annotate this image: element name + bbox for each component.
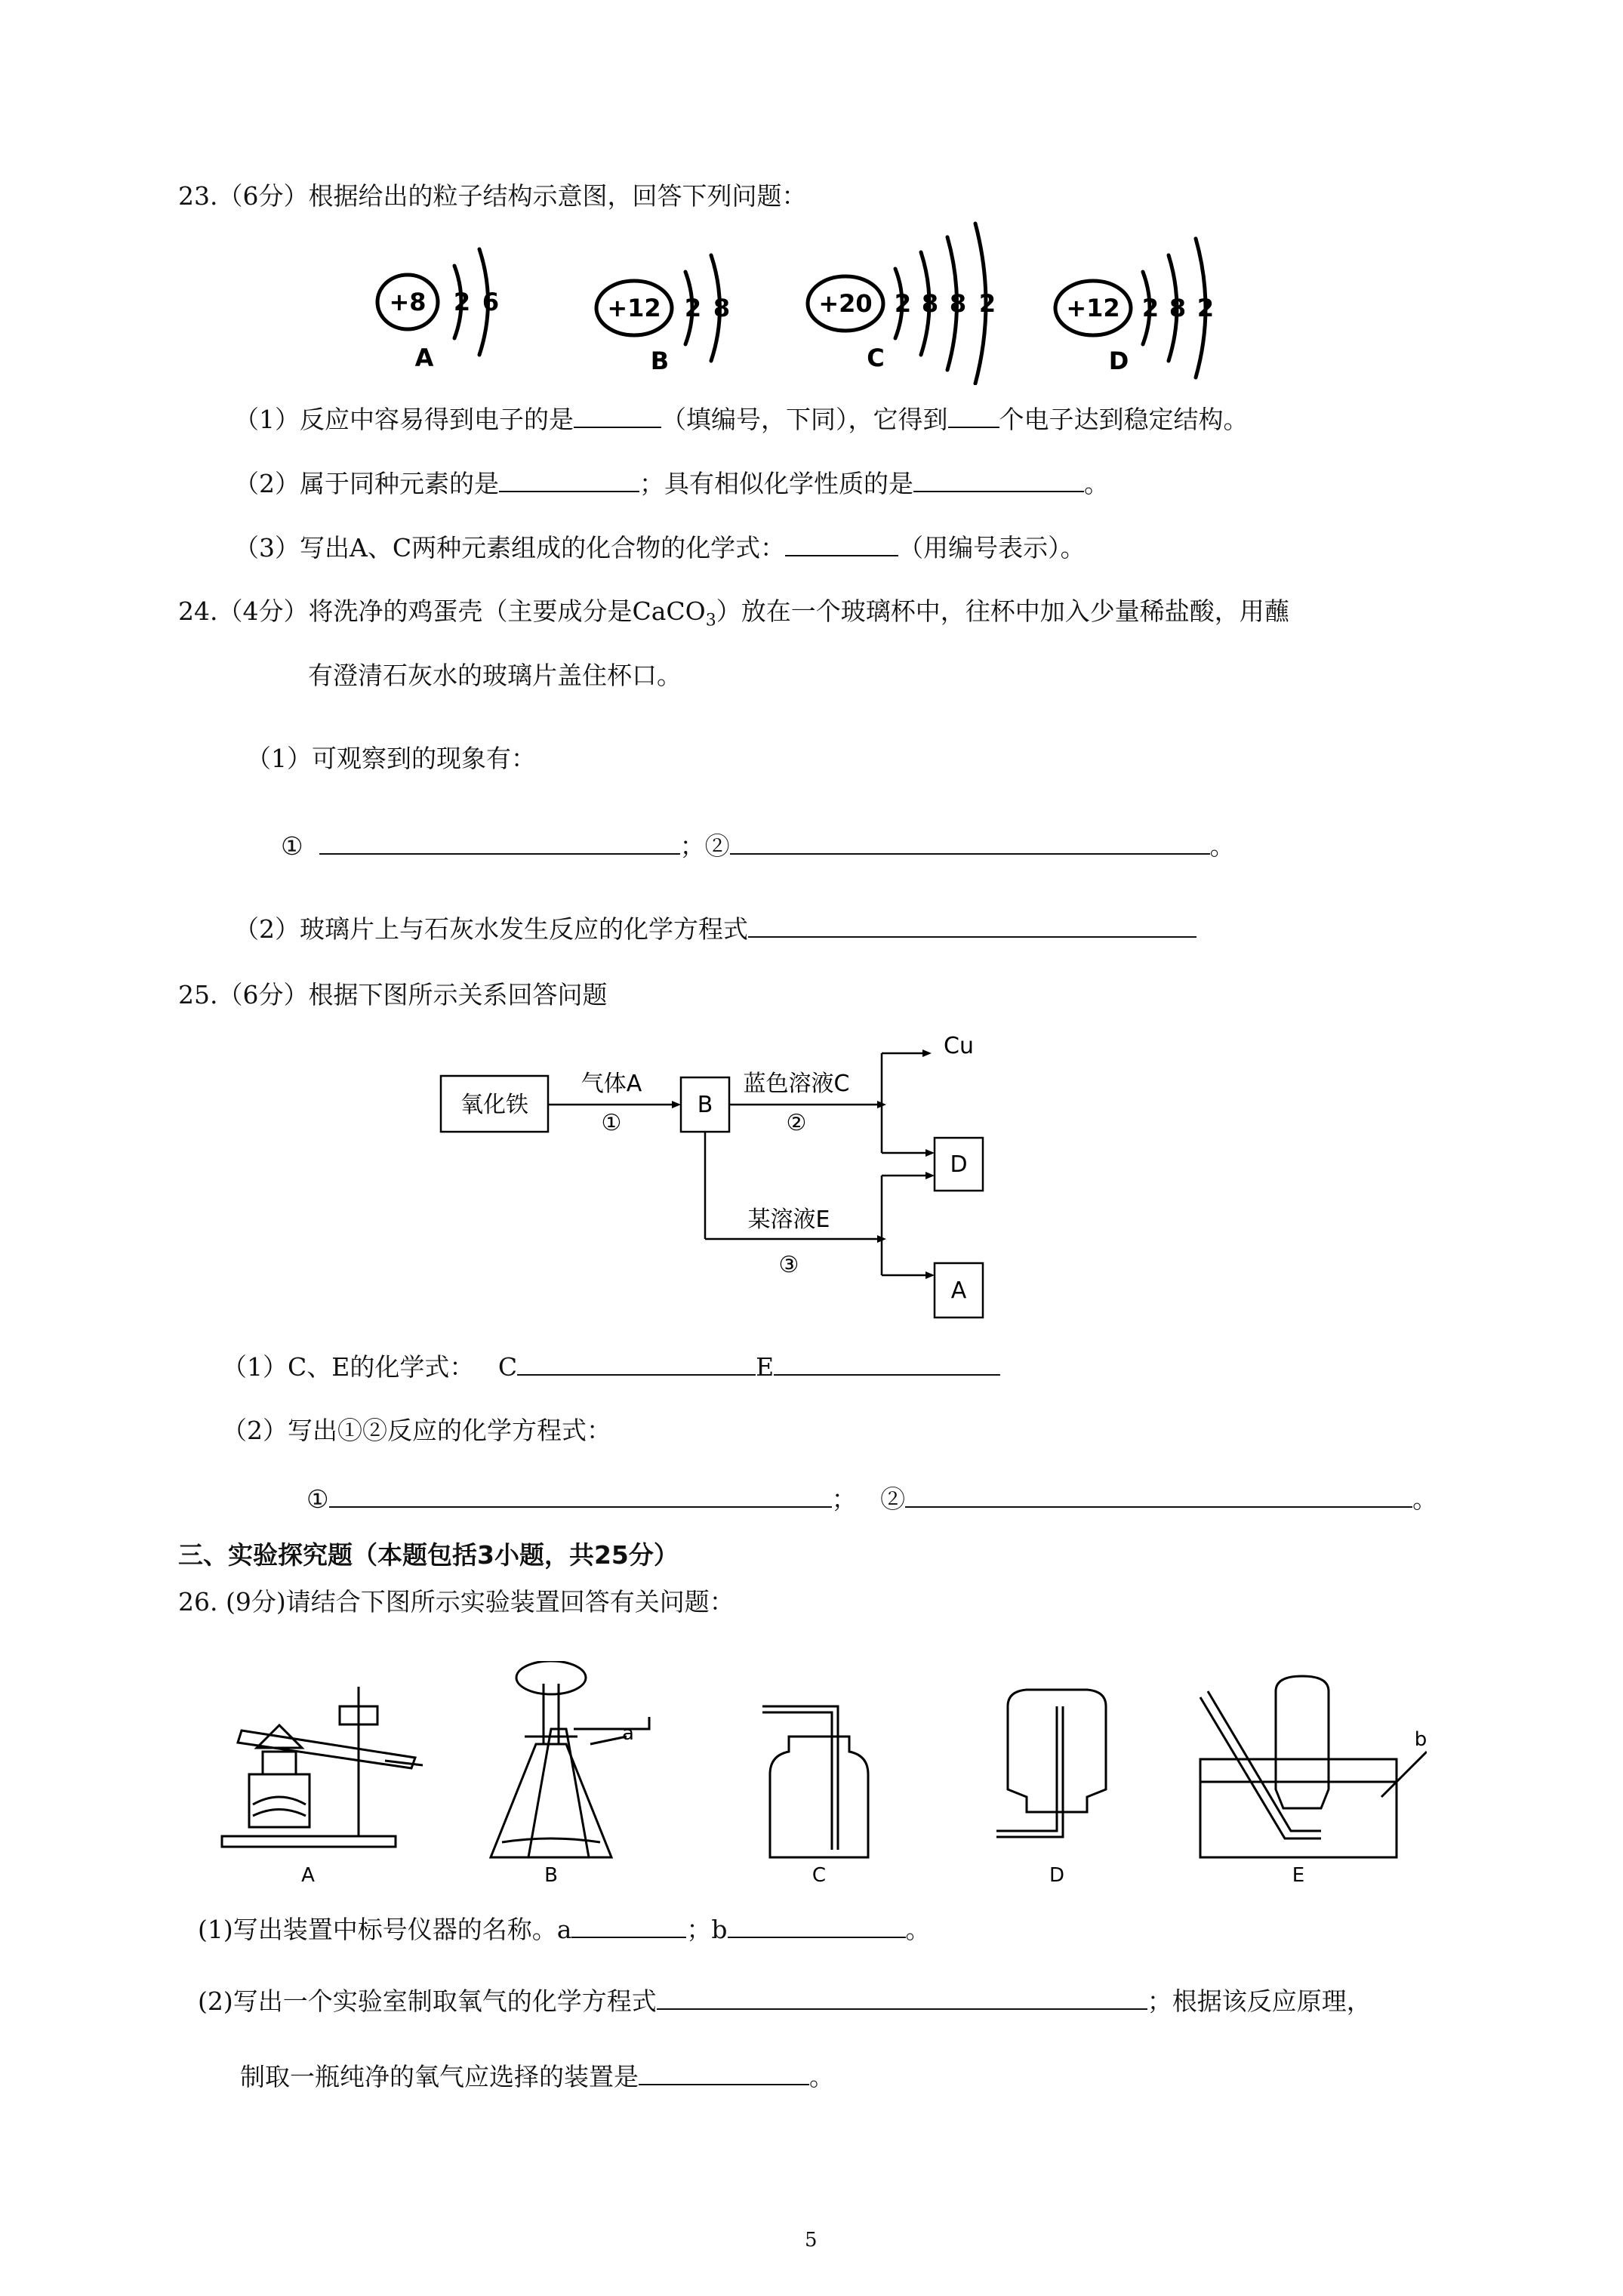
q24-part1: （1）可观察到的现象有： [246, 744, 536, 773]
apparatus-label-c: C [812, 1864, 827, 1887]
d-label: D [950, 1151, 968, 1178]
cu-label: Cu [944, 1033, 974, 1059]
atom-b-shell-2: 8 [713, 294, 731, 322]
marker-b-label: b [1414, 1728, 1427, 1751]
q24-heading-cont: 有澄清石灰水的玻璃片盖住杯口。 [308, 661, 682, 690]
q23-heading: 23.（6分）根据给出的粒子结构示意图，回答下列问题： [178, 181, 807, 211]
step-2-label: ② [786, 1110, 807, 1136]
q25-heading: 25.（6分）根据下图所示关系回答问题 [178, 980, 608, 1009]
atom-d-shell-3: 2 [1196, 294, 1215, 322]
blue-solution-c-label: 蓝色溶液C [743, 1071, 850, 1097]
q24-part2: （2）玻璃片上与石灰水发生反应的化学方程式 [234, 914, 1196, 945]
stand-base [222, 1836, 396, 1847]
q25-equations: ① ； ② 。 [306, 1484, 1438, 1514]
q26-part1: (1)写出装置中标号仪器的名称。a ；b 。 [198, 1915, 931, 1944]
section-3-heading: 三、实验探究题（本题包括3小题，共25分） [178, 1540, 679, 1570]
q24-heading: 24.（4分）将洗净的鸡蛋壳（主要成分是CaCO$_3$）放在一个玻璃杯中，往杯中加入少量稀盐酸，用蘸 [178, 596, 1289, 630]
atom-a-nucleus: +8 [389, 288, 427, 316]
step-1-label: ① [601, 1110, 622, 1136]
answer-blank[interactable] [748, 914, 1196, 938]
answer-blank[interactable] [657, 1986, 1147, 2010]
atom-c-shell-1: 2 [894, 289, 912, 318]
b-label: B [697, 1092, 713, 1118]
apparatus-label-d: D [1049, 1864, 1065, 1887]
atom-c-shell-3: 8 [949, 289, 967, 318]
lab-apparatus-figure [219, 1661, 1427, 1888]
q26-heading: 26. (9分)请结合下图所示实验装置回答有关问题： [178, 1587, 735, 1616]
q25-part1: （1）C、E的化学式： C E [222, 1351, 1000, 1382]
apparatus-label-e: E [1292, 1864, 1305, 1887]
q24-observations: ① ；② 。 [281, 831, 1235, 861]
answer-blank[interactable] [499, 468, 639, 492]
atom-a-shell-1: 2 [453, 288, 471, 316]
atom-b-label: B [650, 347, 670, 375]
gas-a-label: 气体A [581, 1071, 642, 1097]
atom-c-label: C [867, 344, 885, 372]
atom-c-nucleus: +20 [818, 289, 873, 318]
reaction-flow-diagram [438, 1031, 996, 1333]
answer-blank[interactable] [517, 1351, 756, 1376]
atom-c-shell-2: 8 [921, 289, 939, 318]
atom-b-nucleus: +12 [607, 294, 661, 322]
atom-a-shell-2: 6 [482, 288, 500, 316]
answer-blank[interactable] [785, 532, 898, 556]
atom-d-shell-1: 2 [1141, 294, 1160, 322]
page-number: 5 [805, 2229, 818, 2251]
iron-oxide-label: 氧化铁 [460, 1092, 528, 1118]
answer-blank[interactable] [728, 1914, 906, 1938]
answer-blank[interactable] [639, 2061, 809, 2085]
step-3-label: ③ [778, 1252, 799, 1278]
atom-a-label: A [414, 344, 434, 372]
atom-d-nucleus: +12 [1066, 294, 1120, 322]
atom-d-label: D [1108, 347, 1129, 375]
apparatus-label-b: B [544, 1864, 558, 1887]
q26-part2-cont: 制取一瓶纯净的氧气应选择的装置是 。 [240, 2062, 834, 2091]
marker-line-a [590, 1737, 627, 1744]
answer-blank[interactable] [774, 1351, 1000, 1376]
answer-blank[interactable] [574, 404, 661, 428]
q25-part2: （2）写出①②反应的化学方程式： [222, 1416, 611, 1445]
atom-d-shell-2: 8 [1169, 294, 1187, 322]
answer-blank[interactable] [329, 1484, 832, 1508]
a-label: A [950, 1277, 967, 1304]
q23-part3: （3）写出A、C两种元素组成的化合物的化学式： （用编号表示）。 [234, 533, 1086, 562]
answer-blank[interactable] [319, 831, 680, 855]
atom-b-shell-1: 2 [684, 294, 702, 322]
atom-structure-diagrams [355, 219, 1291, 385]
q23-part2: （2）属于同种元素的是 ；具有相似化学性质的是 。 [234, 469, 1109, 498]
answer-blank[interactable] [905, 1484, 1412, 1508]
q26-part2: (2)写出一个实验室制取氧气的化学方程式 ；根据该反应原理， [198, 1986, 1372, 2016]
answer-blank[interactable] [913, 468, 1084, 492]
apparatus-label-a: A [301, 1864, 315, 1887]
marker-a-label: a [622, 1722, 634, 1745]
q23-part1: （1）反应中容易得到电子的是 （填编号，下同），它得到 个电子达到稳定结构。 [234, 405, 1249, 434]
answer-blank[interactable] [730, 831, 1210, 855]
atom-c-shell-4: 2 [978, 289, 996, 318]
solution-e-label: 某溶液E [747, 1207, 830, 1233]
answer-blank[interactable] [571, 1914, 686, 1938]
answer-blank[interactable] [948, 404, 999, 428]
